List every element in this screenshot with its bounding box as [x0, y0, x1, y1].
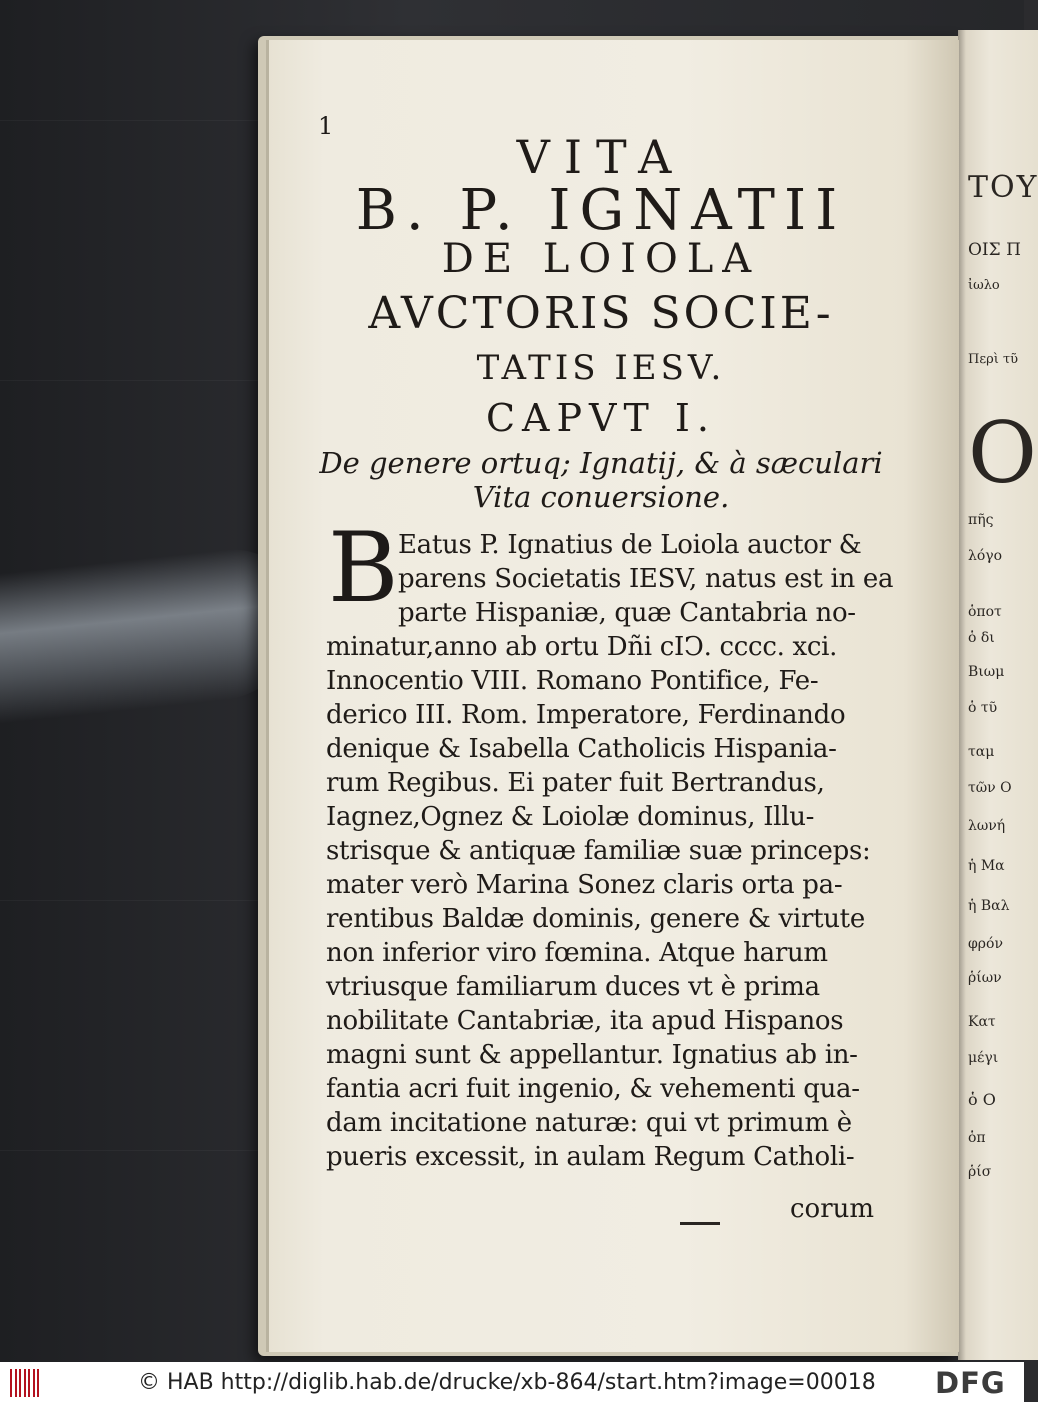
facing-page-fragment: μέγι: [968, 1050, 999, 1066]
chapter-subtitle: Vita conuersione.: [472, 480, 730, 514]
text-line: minatur,anno ab ortu Dñi cIↃ. cccc. xci.: [326, 632, 838, 662]
light-glare: [0, 542, 300, 728]
facing-page-fragment: ταμ: [968, 744, 995, 760]
ink-mark: [680, 1222, 720, 1225]
text-line: parens Societatis IESV, natus est in ea: [398, 564, 894, 594]
chapter-heading: CAPVT I.: [485, 396, 717, 440]
text-line: rum Regibus. Ei pater fuit Bertrandus,: [326, 768, 825, 798]
text-line: Eatus P. Ignatius de Loiola auctor &: [398, 530, 862, 560]
facing-page-fragment: λωνή: [968, 818, 1006, 834]
facing-page-fragment: ῥίσ: [968, 1164, 992, 1180]
facing-page-fragment: πῆς: [968, 512, 994, 528]
text-line: mater verò Marina Sonez claris orta pa-: [326, 870, 843, 900]
text-line: derico III. Rom. Imperatore, Ferdinando: [326, 700, 846, 730]
title-line: DE LOIOLA: [441, 236, 761, 282]
text-line: strisque & antiquæ familiæ suæ princeps:: [326, 836, 871, 866]
text-line: vtriusque familiarum duces vt è prima: [326, 972, 820, 1002]
text-line: parte Hispaniæ, quæ Cantabria no-: [398, 598, 856, 628]
facing-page-fragment: ῥίων: [968, 970, 1002, 986]
facing-page-fragment: TOY: [968, 170, 1038, 205]
facing-page-fragment: ὁ τῦ: [968, 700, 998, 716]
text-line: rentibus Baldæ dominis, genere & virtute: [326, 904, 865, 934]
catchword: corum: [790, 1194, 875, 1224]
title-line: VITA: [516, 130, 686, 184]
title-line: TATIS IESV.: [476, 348, 726, 388]
facing-page-fragment: ὁ Ο: [968, 1090, 996, 1109]
text-line: non inferior viro fœmina. Atque harum: [326, 938, 828, 968]
text-line: denique & Isabella Catholicis Hispania-: [326, 734, 837, 764]
text-line: magni sunt & appellantur. Ignatius ab in-: [326, 1040, 858, 1070]
footer-url-link[interactable]: © HAB http://diglib.hab.de/drucke/xb-864/start.htm?image=00018: [138, 1370, 876, 1395]
facing-page-fragment: Βιωμ: [968, 664, 1005, 680]
chapter-subtitle: De genere ortuq; Ignatij, & à sæculari: [319, 446, 883, 480]
text-line: pueris excessit, in aulam Regum Catholi-: [326, 1142, 855, 1172]
facing-page-fragment: τῶν Ο: [968, 780, 1012, 796]
drop-cap: B: [328, 512, 399, 624]
text-line: dam incitatione naturæ: qui vt primum è: [326, 1108, 852, 1138]
text-line: nobilitate Cantabriæ, ita apud Hispanos: [326, 1006, 844, 1036]
facing-page: [958, 30, 1038, 1360]
facing-page-fragment: λόγο: [968, 548, 1003, 564]
facing-page-fragment: ἡ Βαλ: [968, 898, 1010, 914]
facing-page-fragment: ἡ Μα: [968, 858, 1005, 874]
facing-page-fragment: Κατ: [968, 1014, 996, 1030]
title-line: B. P. IGNATII: [355, 178, 847, 243]
text-line: Iagnez,Ognez & Loiolæ dominus, Illu-: [326, 802, 815, 832]
title-line: AVCTORIS SOCIE-: [368, 288, 834, 339]
facing-page-fragment: ΟΙΣ Π: [968, 240, 1021, 260]
facing-page-fragment: O: [968, 404, 1037, 502]
text-line: fantia acri fuit ingenio, & vehementi qua-: [326, 1074, 860, 1104]
facing-page-fragment: ὁποτ: [968, 604, 1002, 620]
facing-page-fragment: Περὶ τῦ: [968, 352, 1019, 367]
facing-page-fragment: ἰωλο: [968, 278, 1000, 293]
dfg-logo: DFG: [935, 1366, 1006, 1400]
page-number: 1: [318, 112, 334, 140]
facing-page-fragment: ὁ δι: [968, 630, 995, 646]
hab-barcode-icon: [10, 1369, 40, 1397]
text-line: Innocentio VIII. Romano Pontifice, Fe-: [326, 666, 819, 696]
facing-page-fragment: ὁπ: [968, 1130, 986, 1146]
facing-page-fragment: φρόν: [968, 936, 1003, 952]
